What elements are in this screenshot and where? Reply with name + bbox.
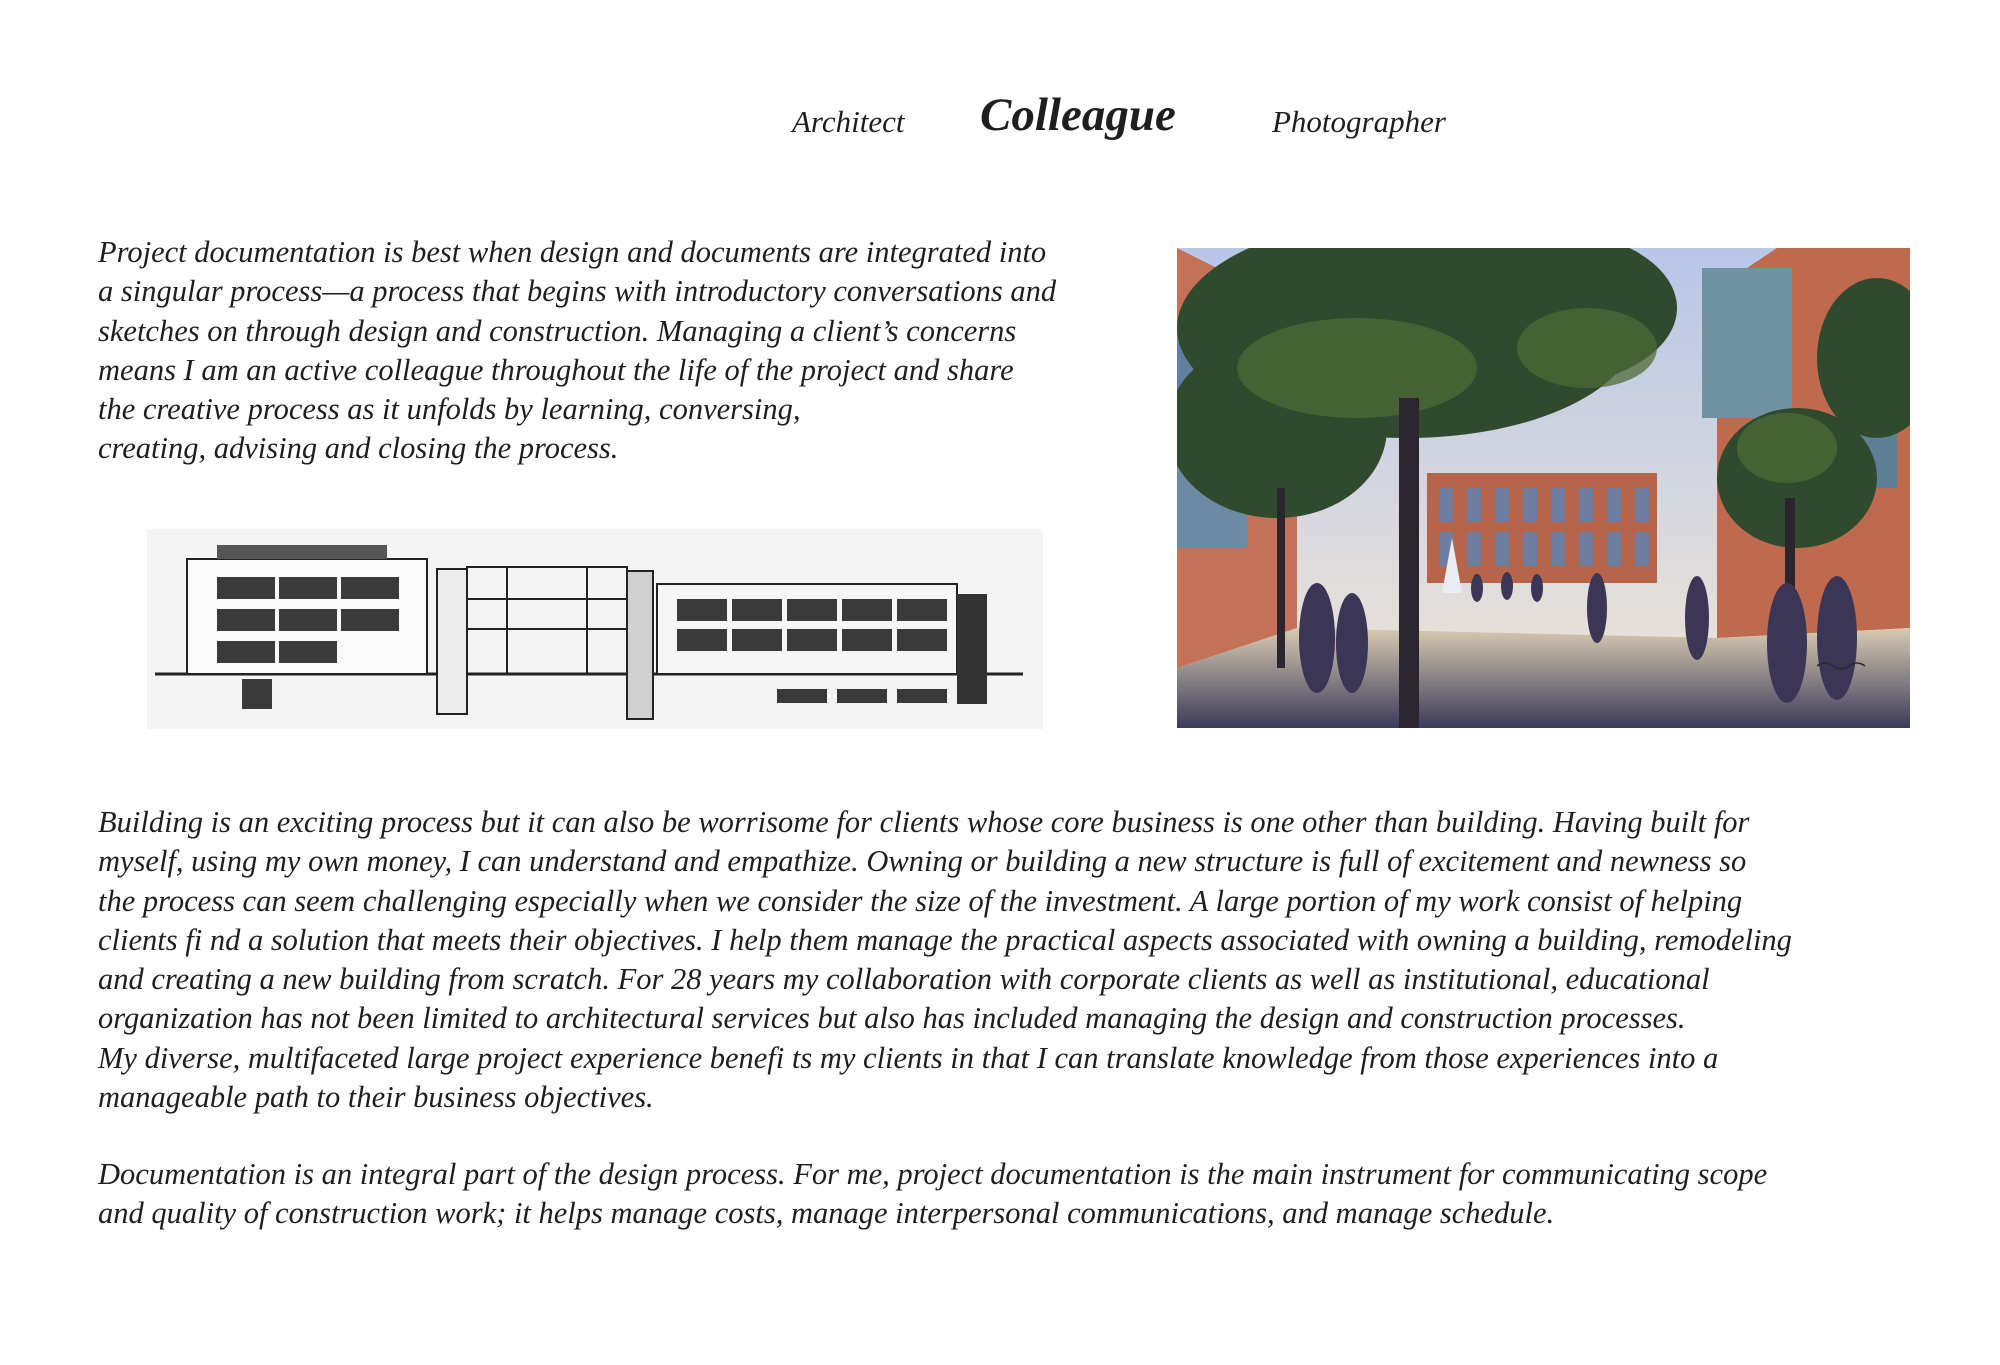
body-paragraph-1: Building is an exciting process but it can also be worrisome for clients whose core business is one other than building. Having built for myself, using my own money, I can understand and empathize. Owning or building a new structure is full of excitement and newness so the process can seem challenging especially when we consider the size of the investment. A large portion of my work consist of helping clients fi nd a solution that meets their objectives. I help them manage the practical aspects associated with owning a building, remodeling and creating a new building from scratch. For 28 years my collaboration with corporate clients as well as institutional, educational organization has not been limited to architectural services but also has included managing the design and construction processes. My diverse, multifaceted large project experience benefi ts my clients in that I can translate knowledge from those experiences into a manageable path to their business objectives. bbox=[98, 805, 1792, 1115]
nav-link-photographer[interactable]: Photographer bbox=[1272, 104, 1446, 139]
nav-link-colleague-active[interactable]: Colleague bbox=[980, 89, 1176, 141]
section-nav bbox=[0, 88, 2000, 158]
body-paragraph-2: Documentation is an integral part of the design process. For me, project documentation is the main instrument for communicating scope and quality of construction work; it helps manage costs, manage interpersonal communications, and manage schedule. bbox=[98, 1157, 1768, 1231]
courtyard-rendering-image bbox=[1177, 248, 1910, 728]
building-elevation-image bbox=[147, 529, 1043, 729]
nav-link-architect[interactable]: Architect bbox=[792, 104, 905, 139]
intro-paragraph: Project documentation is best when design and documents are integrated into a singular process—a process that begins with introductory conversations and sketches on through design and construction. Managing a client’s concerns means I am an active colleague throughout the life of the project and share the creative process as it unfolds by learning, conversing, creating, advising and closing the process. bbox=[98, 235, 1057, 466]
